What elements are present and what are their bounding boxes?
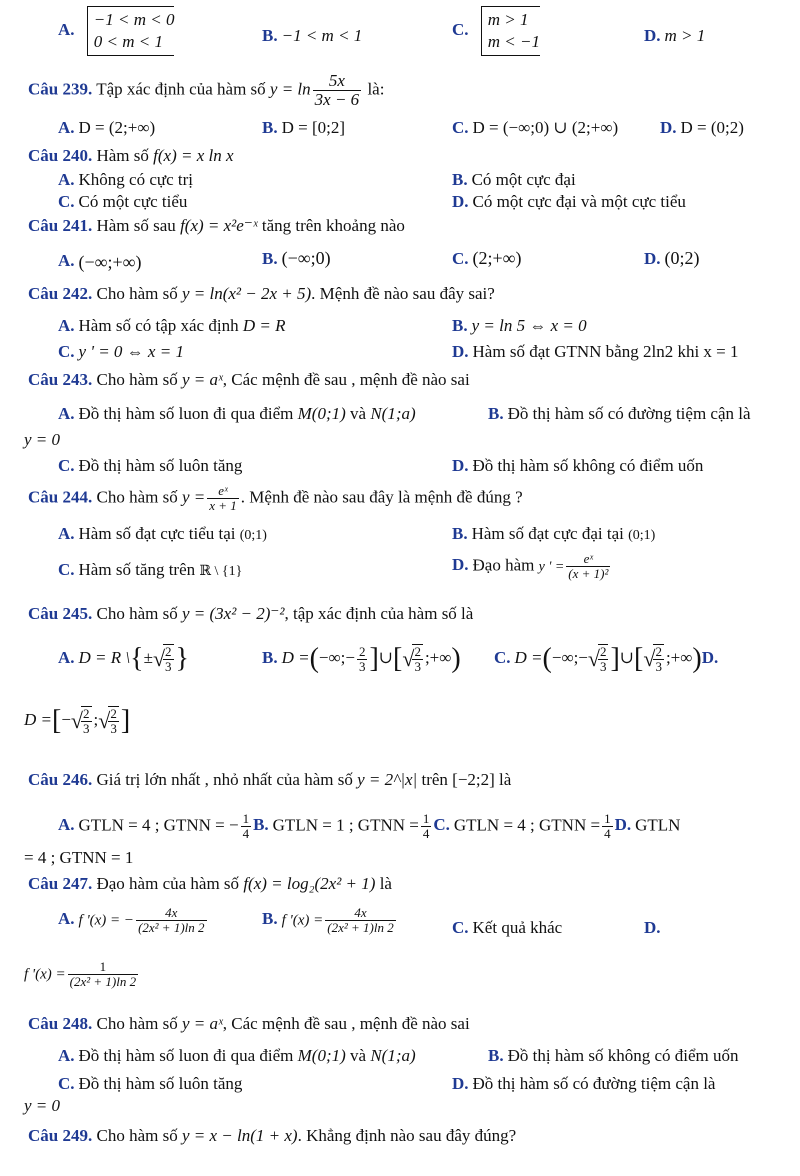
- math: y ' = 0 ⇔ x = 1: [78, 342, 184, 361]
- math: y = (3x² − 2)⁻²: [181, 604, 285, 623]
- option-label: D.: [701, 647, 719, 667]
- option-text: (2;+∞): [472, 248, 522, 268]
- math: m > 1: [664, 26, 706, 45]
- option-label: B.: [262, 647, 278, 667]
- option-label: C.: [58, 342, 75, 361]
- math: ;: [93, 709, 99, 729]
- math: −: [345, 647, 355, 667]
- option-label: A.: [58, 909, 75, 929]
- math: D = R \: [78, 647, 131, 667]
- option-d-continued: [24, 848, 133, 868]
- option-text: Có một cực tiểu: [78, 192, 188, 211]
- option-label: B.: [452, 170, 468, 189]
- option-label: B.: [253, 815, 269, 835]
- question-text: . Khẳng định nào sau đây đúng?: [297, 1126, 517, 1145]
- option-label: B.: [452, 316, 468, 335]
- math: m > 1: [487, 10, 529, 29]
- option-c: [58, 560, 242, 580]
- option-a: [58, 812, 680, 841]
- denominator: x + 1: [209, 498, 237, 513]
- option-c: [58, 456, 242, 476]
- option-label: B.: [452, 524, 468, 543]
- question-label: Câu 244.: [28, 487, 93, 507]
- option-label: A.: [58, 19, 75, 39]
- math: −∞;: [551, 647, 579, 667]
- math: y = 0: [24, 430, 61, 449]
- question-text: , Các mệnh đề sau , mệnh đề nào sai: [222, 1014, 470, 1033]
- option-text: Có một cực đại: [471, 170, 576, 189]
- denominator: (2x² + 1)ln 2: [69, 974, 137, 989]
- question-label: Câu 241.: [28, 216, 93, 235]
- question-text: . Mệnh đề nào sau đây sai?: [311, 284, 495, 303]
- option-c: [452, 118, 618, 138]
- option-text: Hàm số có tập xác định: [78, 316, 239, 335]
- option-label: D.: [644, 918, 661, 937]
- option-label: C.: [452, 19, 469, 39]
- math: −1 < m < 1: [281, 26, 363, 45]
- question-243: [28, 370, 800, 390]
- option-text: = 4 ; GTNN = 1: [24, 848, 134, 867]
- question-text: , tập xác định của hàm số là: [284, 604, 474, 623]
- question-240: [28, 146, 800, 166]
- question-text: Cho hàm số: [96, 284, 178, 303]
- option-label: D.: [452, 555, 469, 575]
- question-text: Hàm số sau: [96, 216, 176, 235]
- question-text: tăng trên khoảng nào: [261, 216, 405, 235]
- math: ∪: [619, 647, 635, 667]
- option-b: [262, 118, 345, 138]
- option-text: (−∞;+∞): [78, 252, 142, 272]
- option-text: GTLN: [635, 815, 681, 835]
- option-text: GTLN = 1 ; GTNN =: [272, 815, 419, 835]
- option-d-continued: D =[−√ $\frac{2}{3}$ ;√ $\frac{2}{3}$ ]: [24, 705, 131, 736]
- math: N(1;a): [370, 1046, 416, 1065]
- math: f '(x) =: [24, 966, 66, 983]
- option-d: [644, 248, 700, 269]
- option-c: [452, 6, 540, 56]
- option-label: C.: [58, 560, 75, 579]
- option-text: D = (2;+∞): [78, 118, 156, 137]
- option-text: Có một cực đại và một cực tiểu: [472, 192, 686, 211]
- option-text: Hàm số đạt cực đại tại: [471, 524, 624, 543]
- math: N(1;a): [370, 404, 416, 423]
- option-text: và: [350, 404, 367, 423]
- question-label: Câu 240.: [28, 146, 93, 165]
- option-text: D = (0;2): [680, 118, 744, 137]
- option-label: D.: [452, 192, 469, 211]
- option-label: B.: [262, 249, 278, 268]
- option-label: A.: [58, 1046, 75, 1065]
- math: (0;1): [628, 528, 656, 543]
- option-d: [452, 1074, 715, 1094]
- option-b: [262, 248, 331, 269]
- math: ±: [143, 647, 153, 667]
- option-text: GTLN = 4 ; GTNN =: [453, 815, 601, 835]
- option-text: Hàm số đạt GTNN bằng 2ln2 khi x = 1: [472, 342, 739, 361]
- option-text: (−∞;0): [281, 248, 331, 268]
- numerator: 2: [414, 644, 421, 659]
- math: y = aˣ: [181, 1014, 223, 1033]
- question-239: [28, 72, 800, 109]
- option-a: [58, 170, 193, 190]
- numerator: 2: [110, 706, 117, 721]
- square-root: √ $\frac{2}{3}$: [152, 644, 172, 674]
- option-label: D.: [644, 249, 661, 268]
- option-text: Hàm số đạt cực tiểu tại: [78, 524, 236, 543]
- numerator: 5x: [313, 72, 362, 91]
- option-c: [452, 248, 522, 269]
- math: y = ln: [269, 79, 311, 99]
- option-d: [644, 26, 705, 46]
- numerator: 1: [242, 811, 250, 826]
- denominator: 3: [110, 721, 117, 736]
- math: D = R: [242, 316, 286, 335]
- math: D =: [281, 647, 310, 667]
- option-a: [58, 248, 142, 276]
- option-a: [58, 404, 416, 424]
- option-label: C.: [494, 647, 511, 667]
- question-text: trên: [421, 770, 448, 789]
- question-text: Cho hàm số: [96, 1014, 178, 1033]
- math: y = x − ln(1 + x): [181, 1126, 298, 1145]
- option-label: B.: [262, 118, 278, 137]
- question-247: [28, 874, 800, 894]
- option-label: D.: [452, 342, 469, 361]
- option-d: [452, 192, 686, 212]
- option-b: [488, 1046, 739, 1066]
- question-text: là:: [367, 79, 385, 99]
- fraction: [207, 484, 239, 513]
- option-d: [452, 342, 739, 362]
- math: y = aˣ: [181, 370, 223, 389]
- denominator: (2x² + 1)ln 2: [327, 920, 394, 935]
- option-text: (0;2): [664, 248, 700, 268]
- option-text: Không có cực trị: [78, 170, 194, 189]
- question-text: . Mệnh đề nào sau đây là mệnh đề đúng ?: [240, 487, 523, 507]
- option-c: [452, 918, 562, 938]
- question-text: Giá trị lớn nhất , nhỏ nhất của hàm số: [96, 770, 353, 789]
- question-245: [28, 604, 800, 624]
- option-a: [58, 6, 174, 56]
- option-b: [452, 170, 576, 190]
- option-label: D.: [452, 456, 469, 475]
- option-d: [452, 456, 703, 476]
- math: f '(x) = −: [78, 912, 135, 929]
- math: y = ln 5 ⇔ x = 0: [471, 316, 587, 335]
- option-text: Đồ thị hàm số luon đi qua điểm: [78, 404, 294, 423]
- option-text: Đồ thị hàm số có đường tiệm cận là: [472, 1074, 716, 1093]
- numerator: 2: [358, 643, 366, 659]
- option-c: [58, 192, 187, 212]
- option-text: GTLN = 4 ; GTNN = −: [78, 815, 239, 835]
- denominator: 3: [414, 659, 421, 674]
- option-label: D.: [644, 26, 661, 45]
- numerator: 4x: [325, 906, 395, 921]
- option-label: C.: [58, 456, 75, 475]
- option-label: B.: [262, 26, 278, 45]
- math: y =: [181, 487, 206, 507]
- denominator: (2x² + 1)ln 2: [138, 920, 205, 935]
- option-d: [660, 118, 744, 138]
- question-label: Câu 248.: [28, 1014, 93, 1033]
- math: f(x) = log₂(2x² + 1): [243, 874, 376, 893]
- question-248: [28, 1014, 800, 1034]
- option-c: [58, 1074, 242, 1094]
- option-text: Đạo hàm: [472, 555, 535, 575]
- option-label: B.: [488, 404, 504, 423]
- math: y ' =: [538, 559, 565, 575]
- option-text: Đồ thị hàm số luôn tăng: [78, 456, 243, 475]
- option-text: và: [350, 1046, 367, 1065]
- question-text: Cho hàm số: [96, 604, 178, 623]
- denominator: 3: [655, 659, 662, 674]
- math: ;+∞: [665, 647, 693, 667]
- option-a: [58, 524, 267, 544]
- math: y = 2^|x|: [357, 770, 418, 789]
- bracket-system: [481, 6, 540, 56]
- option-a: [58, 1046, 416, 1066]
- question-242: [28, 284, 800, 304]
- math: f '(x) =: [281, 912, 324, 929]
- option-label: B.: [262, 909, 278, 929]
- math: M(0;1): [297, 404, 346, 423]
- option-label: D.: [660, 118, 677, 137]
- option-text: Đồ thị hàm số luôn tăng: [78, 1074, 243, 1093]
- math: 0 < m < 1: [93, 32, 164, 51]
- math: −: [578, 647, 588, 667]
- question-241: [28, 216, 800, 236]
- math: [−2;2]: [452, 770, 495, 789]
- question-label: Câu 249.: [28, 1126, 93, 1145]
- question-label: Câu 242.: [28, 284, 93, 303]
- math: −: [61, 709, 71, 729]
- math: ;+∞: [424, 647, 452, 667]
- question-text: Cho hàm số: [96, 487, 178, 507]
- math: f(x) = x ln x: [153, 146, 234, 165]
- question-label: Câu 247.: [28, 874, 93, 893]
- option-label: A.: [58, 647, 75, 667]
- math: −∞;: [318, 647, 346, 667]
- option-label: A.: [58, 118, 75, 137]
- numerator: 2: [599, 644, 607, 659]
- math: y = 0: [24, 1096, 61, 1115]
- option-text: D = [0;2]: [281, 118, 346, 137]
- question-249: [28, 1126, 800, 1146]
- question-label: Câu 245.: [28, 604, 93, 623]
- math: y = ln(x² − 2x + 5): [181, 284, 312, 303]
- option-d-continued: [24, 1096, 60, 1116]
- question-label: Câu 243.: [28, 370, 93, 389]
- option-label: A.: [58, 404, 75, 423]
- option-a: [58, 118, 155, 138]
- math: (0;1): [239, 528, 267, 543]
- option-label: C.: [433, 815, 450, 835]
- denominator: 3x − 6: [314, 90, 360, 109]
- fraction: [313, 72, 362, 109]
- option-label: C.: [452, 249, 469, 268]
- option-d-continued: [24, 960, 140, 989]
- option-label: D.: [614, 815, 632, 835]
- math: f(x) = x²e⁻ˣ: [180, 216, 258, 235]
- denominator: 3: [599, 659, 607, 674]
- option-c: C. D =(−∞;−√ $\frac{2}{3}$ ]∪[√ $\frac{2}{3}$ ;+∞)D.: [494, 643, 719, 674]
- numerator: eˣ: [566, 552, 610, 567]
- option-text: Hàm số tăng trên: [78, 560, 196, 579]
- option-b: B. D =(−∞;− $\frac{2}{3}$ ]∪[√ $\frac{2}{3}$ ;+∞): [262, 643, 461, 674]
- numerator: eˣ: [207, 484, 239, 499]
- denominator: 4: [422, 826, 430, 841]
- option-d: [644, 918, 665, 938]
- numerator: 2: [165, 644, 172, 659]
- option-c: [58, 342, 184, 362]
- option-text: Đồ thị hàm số không có điểm uốn: [472, 456, 704, 475]
- option-b: [488, 404, 751, 424]
- option-label: A.: [58, 316, 75, 335]
- option-label: A.: [58, 170, 75, 189]
- option-label: D.: [452, 1074, 469, 1093]
- option-label: C.: [58, 192, 75, 211]
- question-text: , Các mệnh đề sau , mệnh đề nào sai: [222, 370, 470, 389]
- numerator: 2: [83, 706, 90, 721]
- option-text: Đồ thị hàm số luon đi qua điểm: [78, 1046, 294, 1065]
- numerator: 4x: [136, 906, 206, 921]
- question-text: Đạo hàm của hàm số: [96, 874, 240, 893]
- math: D =: [514, 647, 543, 667]
- option-b: [262, 26, 362, 46]
- denominator: 3: [165, 659, 172, 674]
- option-b: [452, 524, 655, 544]
- option-text: Đồ thị hàm số có đường tiệm cận là: [507, 404, 751, 423]
- option-label: C.: [452, 918, 469, 937]
- bracket-system: [87, 6, 175, 56]
- math: M(0;1): [297, 1046, 346, 1065]
- math: ℝ \ {1}: [199, 564, 243, 579]
- denominator: (x + 1)²: [568, 566, 609, 581]
- option-text: Kết quả khác: [472, 918, 563, 937]
- math: D =: [24, 709, 52, 729]
- option-a: [58, 316, 285, 336]
- denominator: 4: [604, 826, 611, 841]
- option-a: A. D = R \{±√ $\frac{2}{3}$ }: [58, 643, 189, 674]
- question-244: [28, 484, 800, 513]
- denominator: 4: [242, 826, 250, 841]
- option-d: [452, 552, 612, 581]
- question-text: Cho hàm số: [96, 370, 178, 389]
- option-b: [452, 316, 587, 336]
- numerator: 1: [604, 811, 611, 826]
- denominator: 3: [358, 658, 366, 674]
- question-label: Câu 246.: [28, 770, 93, 789]
- question-text: Tập xác định của hàm số: [96, 79, 266, 99]
- math: −1 < m < 0: [93, 10, 175, 29]
- option-label: A.: [58, 524, 75, 543]
- question-text: Cho hàm số: [96, 1126, 178, 1145]
- question-text: là: [499, 770, 512, 789]
- option-label: A.: [58, 250, 75, 270]
- option-text: Đồ thị hàm số không có điểm uốn: [507, 1046, 739, 1065]
- fraction: [566, 552, 610, 581]
- question-label: Câu 239.: [28, 79, 93, 99]
- question-text: Hàm số: [96, 146, 149, 165]
- option-label: A.: [58, 815, 75, 835]
- option-text: D = (−∞;0) ∪ (2;+∞): [472, 118, 619, 137]
- question-text: là: [379, 874, 392, 893]
- option-label: C.: [58, 1074, 75, 1093]
- option-b-continued: [24, 430, 60, 450]
- numerator: 1: [68, 960, 138, 975]
- option-label: B.: [488, 1046, 504, 1065]
- option-b: [262, 906, 398, 935]
- math: ∪: [378, 647, 394, 667]
- numerator: 1: [422, 811, 430, 826]
- numerator: 2: [655, 644, 662, 659]
- option-a: [58, 906, 209, 935]
- denominator: 3: [83, 721, 90, 736]
- question-246: [28, 770, 800, 790]
- option-label: C.: [452, 118, 469, 137]
- math: m < −1: [487, 32, 541, 51]
